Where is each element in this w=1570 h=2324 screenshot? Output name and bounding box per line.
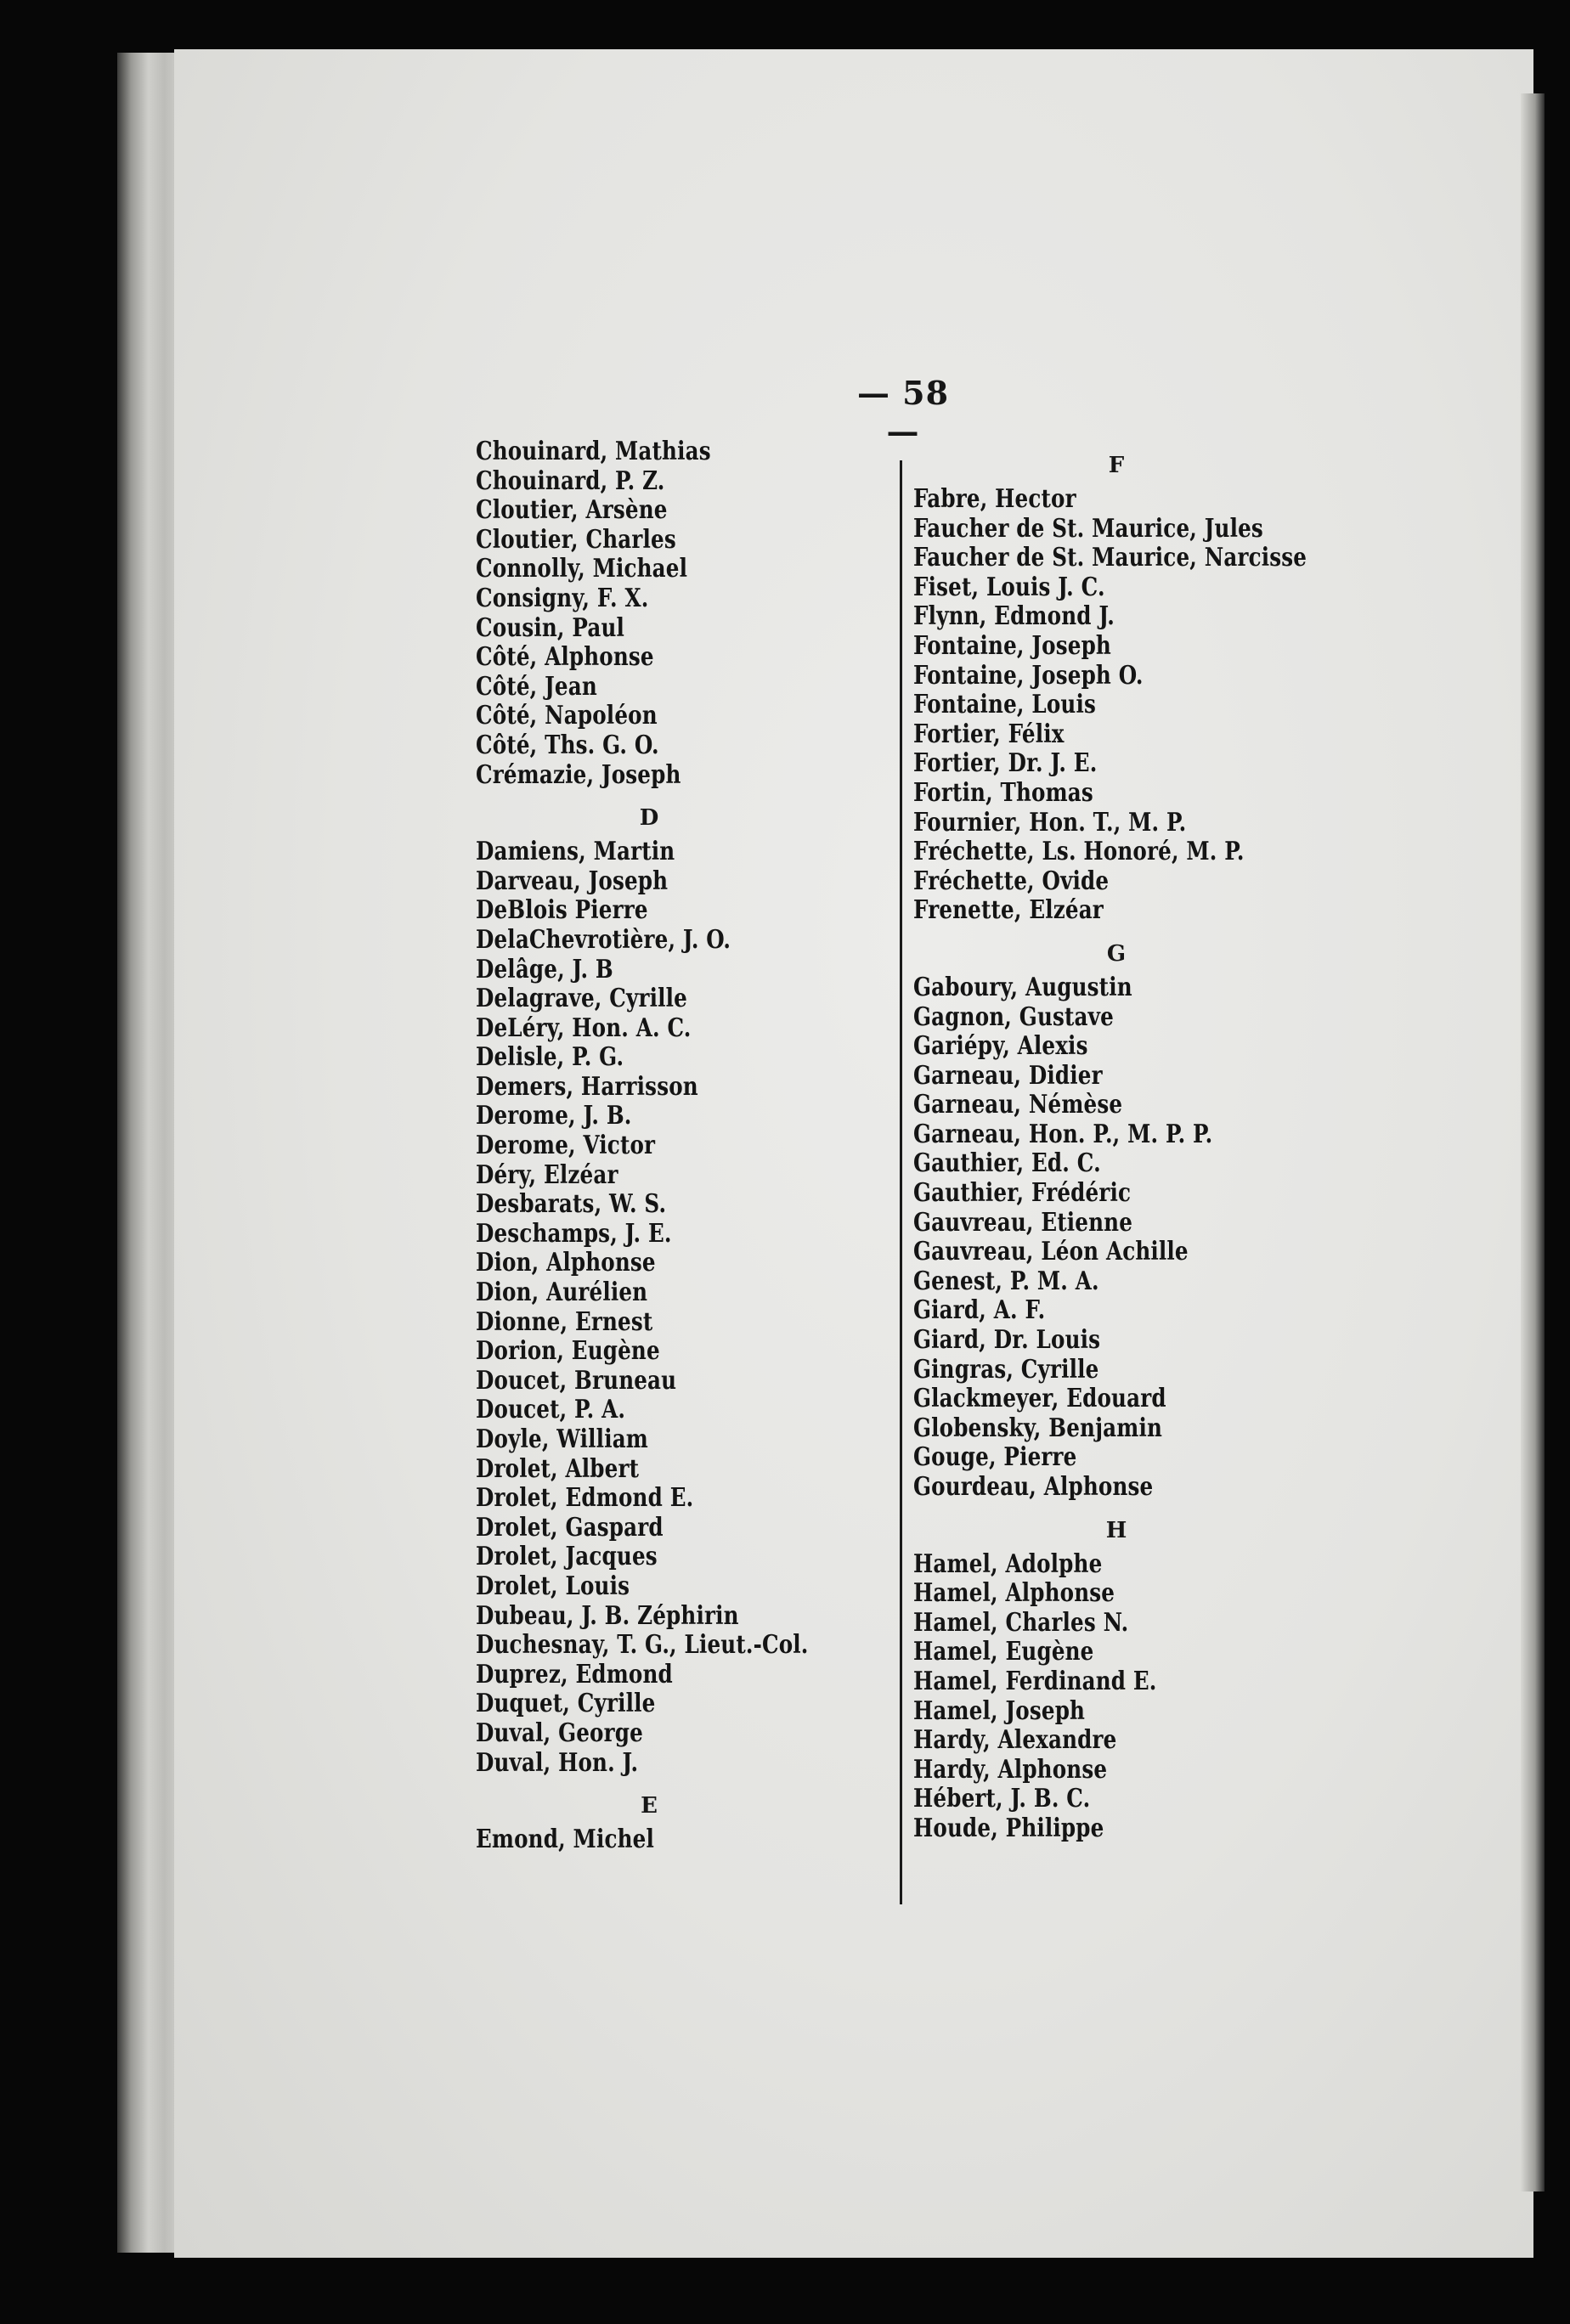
name-entry: Gariépy, Alexis <box>913 1031 1088 1062</box>
name-entry: Fortier, Félix <box>913 719 1065 749</box>
name-entry: Duval, Hon. J. <box>476 1747 639 1778</box>
name-entry: Gauvreau, Léon Achille <box>913 1237 1189 1267</box>
book-page-right-edge <box>1521 93 1545 2191</box>
name-entry: Delâge, J. B <box>476 954 613 984</box>
name-entry: Fontaine, Joseph O. <box>913 660 1144 691</box>
name-entry: Darveau, Joseph <box>476 866 669 896</box>
name-entry: Gauthier, Frédéric <box>913 1178 1132 1209</box>
name-entry: Drolet, Jacques <box>476 1542 658 1572</box>
name-entry: Houde, Philippe <box>913 1813 1104 1843</box>
name-entry: Flynn, Edmond J. <box>913 601 1115 632</box>
name-entry: Duval, George <box>476 1718 643 1748</box>
name-entry: Hébert, J. B. C. <box>913 1784 1091 1814</box>
section-letter-heading: G <box>1106 940 1128 967</box>
section-letter-heading: E <box>641 1793 659 1819</box>
name-entry: Côté, Jean <box>476 671 597 702</box>
name-entry: Dion, Aurélien <box>476 1278 648 1308</box>
name-entry: Glackmeyer, Edouard <box>913 1384 1166 1414</box>
name-entry: Faucher de St. Maurice, Narcisse <box>913 543 1307 573</box>
right-name-column <box>913 437 1355 1844</box>
name-entry: Dorion, Eugène <box>476 1336 660 1367</box>
name-entry: Frenette, Elzéar <box>913 895 1104 926</box>
name-entry: Gingras, Cyrille <box>913 1354 1099 1385</box>
name-entry: Hardy, Alexandre <box>913 1725 1117 1756</box>
name-entry: Hamel, Adolphe <box>913 1548 1103 1579</box>
name-entry: Cloutier, Charles <box>476 524 676 555</box>
name-entry: Demers, Harrisson <box>476 1071 698 1102</box>
name-entry: Hamel, Joseph <box>913 1695 1086 1726</box>
name-entry: Giard, A. F. <box>913 1295 1046 1326</box>
name-entry: Derome, Victor <box>476 1131 656 1161</box>
name-entry: Côté, Alphonse <box>476 642 654 673</box>
name-entry: Fiset, Louis J. C. <box>913 572 1105 602</box>
left-name-column <box>476 437 875 1855</box>
name-entry: Hamel, Ferdinand E. <box>913 1666 1157 1696</box>
section-letter-heading: D <box>639 805 661 832</box>
name-entry: Globensky, Benjamin <box>913 1413 1163 1443</box>
name-entry: Fontaine, Louis <box>913 690 1096 720</box>
name-entry: Cousin, Paul <box>476 612 625 643</box>
name-entry: Gauthier, Ed. C. <box>913 1148 1101 1179</box>
name-entry: Doyle, William <box>476 1424 649 1454</box>
name-entry: Hamel, Alphonse <box>913 1578 1115 1609</box>
name-entry: Doucet, P. A. <box>476 1395 626 1425</box>
name-entry: Fortier, Dr. J. E. <box>913 748 1098 779</box>
name-entry: Chouinard, P. Z. <box>476 465 665 496</box>
name-entry: Duchesnay, T. G., Lieut.-Col. <box>476 1630 809 1661</box>
name-entry: Hardy, Alphonse <box>913 1754 1108 1785</box>
name-entry: Duquet, Cyrille <box>476 1689 656 1719</box>
name-entry: Fournier, Hon. T., M. P. <box>913 807 1187 838</box>
name-entry: Côté, Ths. G. O. <box>476 730 659 760</box>
name-entry: Hamel, Charles N. <box>913 1607 1129 1638</box>
name-entry: Déry, Elzéar <box>476 1159 618 1190</box>
name-entry: Gourdeau, Alphonse <box>913 1472 1154 1502</box>
section-letter-heading: F <box>1108 453 1127 478</box>
name-entry: Delisle, P. G. <box>476 1042 624 1073</box>
name-entry: Fréchette, Ovide <box>913 866 1110 896</box>
name-entry: Garneau, Hon. P., M. P. P. <box>913 1119 1213 1149</box>
name-entry: Cloutier, Arsène <box>476 495 668 526</box>
name-entry: Dion, Alphonse <box>476 1248 656 1278</box>
page-number: — 58 — <box>856 374 950 450</box>
name-entry: Genest, P. M. A. <box>913 1266 1099 1296</box>
name-entry: Gouge, Pierre <box>913 1442 1077 1473</box>
name-entry: Hamel, Eugène <box>913 1637 1094 1667</box>
name-entry: Deschamps, J. E. <box>476 1218 672 1249</box>
name-entry: Consigny, F. X. <box>476 583 649 613</box>
name-entry: Fortin, Thomas <box>913 777 1093 808</box>
name-entry: Fréchette, Ls. Honoré, M. P. <box>913 837 1245 867</box>
name-entry: Drolet, Albert <box>476 1453 640 1484</box>
name-entry: Gagnon, Gustave <box>913 1001 1114 1032</box>
name-entry: Delagrave, Cyrille <box>476 984 687 1014</box>
name-entry: Drolet, Edmond E. <box>476 1483 694 1514</box>
name-entry: Fabre, Hector <box>913 484 1076 514</box>
column-divider <box>900 460 902 1904</box>
name-entry: Duprez, Edmond <box>476 1659 673 1689</box>
name-entry: Fontaine, Joseph <box>913 630 1111 661</box>
name-entry: Faucher de St. Maurice, Jules <box>913 513 1263 544</box>
name-entry: Damiens, Martin <box>476 837 675 867</box>
name-entry: Connolly, Michael <box>476 554 688 584</box>
name-entry: Giard, Dr. Louis <box>913 1325 1101 1356</box>
name-entry: Crémazie, Joseph <box>476 759 681 790</box>
name-entry: Gaboury, Augustin <box>913 972 1132 1002</box>
name-entry: Garneau, Didier <box>913 1060 1103 1091</box>
name-entry: Derome, J. B. <box>476 1101 632 1131</box>
name-entry: Côté, Napoléon <box>476 701 658 731</box>
name-entry: Chouinard, Mathias <box>476 437 711 466</box>
name-entry: DeLéry, Hon. A. C. <box>476 1013 692 1043</box>
name-entry: DelaChevrotière, J. O. <box>476 924 731 955</box>
name-entry: Dionne, Ernest <box>476 1306 653 1337</box>
name-entry: Doucet, Bruneau <box>476 1365 677 1396</box>
name-entry: Gauvreau, Etienne <box>913 1207 1133 1238</box>
name-entry: Drolet, Gaspard <box>476 1512 664 1543</box>
section-letter-heading: H <box>1105 1517 1129 1543</box>
name-entry: Dubeau, J. B. Zéphirin <box>476 1600 739 1631</box>
name-entry: DeBlois Pierre <box>476 895 648 926</box>
name-entry: Drolet, Louis <box>476 1571 630 1601</box>
name-entry: Garneau, Némèse <box>913 1090 1123 1120</box>
name-entry: Emond, Michel <box>476 1825 654 1855</box>
name-entry: Desbarats, W. S. <box>476 1189 667 1220</box>
